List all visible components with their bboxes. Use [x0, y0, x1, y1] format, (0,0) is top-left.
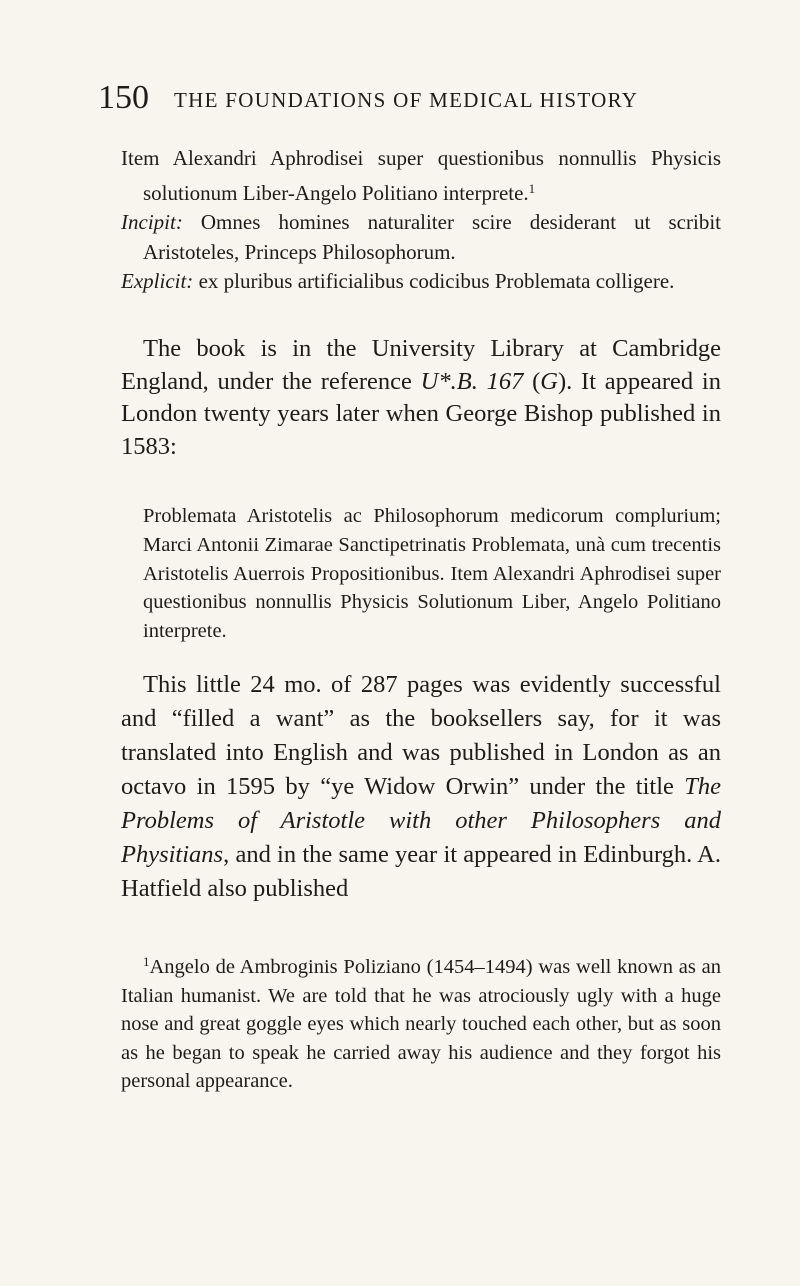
paragraph-2-rest: , and in the same year it appeared in Edinburgh. A. Hatfield also published: [121, 841, 721, 902]
body-paragraph-1-text: [121, 333, 721, 463]
paragraph-1-paren: (: [523, 367, 541, 395]
quoted-title-extract: [143, 502, 721, 646]
paragraph-2-intro: This little 24 mo. of 287 pages was evidently successful and “filled a want” as the booksellers say, for it was translated into English and was published in London as an octavo in 1595 by “ye Widow Orwin” under the title: [121, 671, 721, 800]
incipit-line: [121, 208, 721, 267]
explicit-line: [121, 267, 721, 297]
explicit-text: ex pluribus artificialibus codicibus Problemata colligere.: [193, 269, 675, 293]
footnote-text-line: [121, 948, 721, 1096]
page-header: [98, 76, 718, 126]
footnote-reference: 1: [528, 180, 536, 196]
footnote: [121, 948, 721, 1096]
catalog-entry: [121, 144, 721, 297]
paragraph-1-rest: ). It appeared in London twenty years later when George Bishop published in 1583:: [121, 367, 721, 460]
english-book-title: The Problems of Aristotle with other Philosophers and Physitians: [121, 773, 721, 868]
explicit-label: Explicit:: [121, 269, 194, 293]
paragraph-1-intro: The book is in the University Library at Cambridge England, under the reference: [121, 335, 721, 395]
body-paragraph-1: [121, 333, 721, 463]
footnote-marker: 1: [143, 954, 150, 969]
library-reference: U*.B. 167: [420, 367, 524, 395]
extract-text: Problemata Aristotelis ac Philosophorum medicorum complurium; Marci Antonii Zimarae Sanctipetrinatis Problemata, unà cum trecentis Aristotelis Auerrois Propositionibus. Item Alexandri Aphrodisei super questionibus nonnullis Physicis Solutionum Liber, Angelo Politiano interprete.: [143, 505, 721, 643]
body-paragraph-2: [121, 668, 721, 906]
catalog-item-text: Item Alexandri Aphrodisei super questionibus nonnullis Physicis solutionum Liber-Angelo Politiano interprete.: [121, 146, 721, 205]
body-paragraph-2-text: [121, 668, 721, 906]
incipit-label: Incipit:: [121, 210, 183, 234]
library-reference-suffix: G: [540, 367, 558, 395]
incipit-text: Omnes homines naturaliter scire desiderant ut scribit Aristoteles, Princeps Philosophorum.: [143, 210, 721, 264]
page-number: 150: [98, 79, 149, 116]
running-title: THE FOUNDATIONS OF MEDICAL HISTORY: [174, 88, 639, 112]
footnote-text: Angelo de Ambroginis Poliziano (1454–1494) was well known as an Italian humanist. We are told that he was atrociously ugly with a huge nose and great goggle eyes which nearly touched each other, but as soon as he began to speak he carried away his audience and they forgot his personal appearance.: [121, 956, 721, 1092]
catalog-item-line: [121, 144, 721, 208]
